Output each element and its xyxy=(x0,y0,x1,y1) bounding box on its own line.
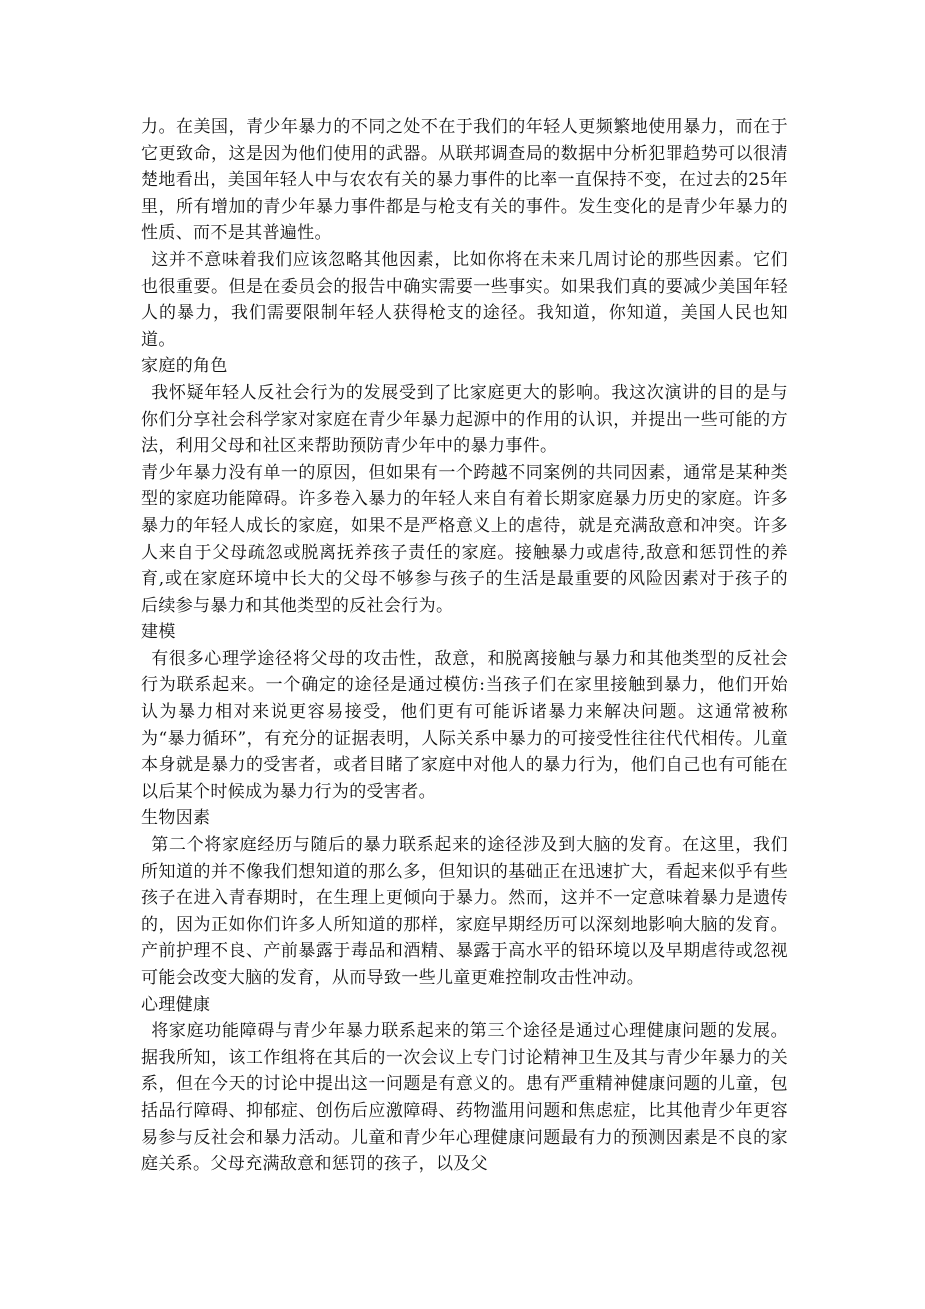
paragraph: 青少年暴力没有单一的原因，但如果有一个跨越不同案例的共同因素，通常是某种类型的家庭功能障碍。许多卷入暴力的年轻人来自有着长期家庭暴力历史的家庭。许多暴力的年轻人成长的家庭，如果不是严格意义上的虐待，就是充满敌意和冲突。许多人来自于父母疏忽或脱离抚养孩子责任的家庭。接触暴力或虐待,敌意和惩罚性的养育,或在家庭环境中长大的父母不够参与孩子的生活是最重要的风险因素对于孩子的后续参与暴力和其他类型的反社会行为。 xyxy=(141,462,788,616)
section-heading-family-role: 家庭的角色 xyxy=(141,356,228,377)
section-heading-mental-health: 心理健康 xyxy=(141,994,211,1015)
section-heading-biological-factors: 生物因素 xyxy=(141,808,211,829)
paragraph: 有很多心理学途径将父母的攻击性，敌意，和脱离接触与暴力和其他类型的反社会行为联系起来。一个确定的途径是通过模仿:当孩子们在家里接触到暴力，他们开始认为暴力相对来说更容易接受，他们更有可能诉诸暴力来解决问题。这通常被称为“暴力循环”，有充分的证据表明，人际关系中暴力的可接受性往往代代相传。儿童本身就是暴力的受害者，或者目睹了家庭中对他人的暴力行为，他们自己也有可能在以后某个时候成为暴力行为的受害者。 xyxy=(141,648,788,802)
paragraph: 第二个将家庭经历与随后的暴力联系起来的途径涉及到大脑的发育。在这里，我们所知道的并不像我们想知道的那么多，但知识的基础正在迅速扩大，看起来似乎有些孩子在进入青春期时，在生理上更倾向于暴力。然而，这并不一定意味着暴力是遗传的，因为正如你们许多人所知道的那样，家庭早期经历可以深刻地影响大脑的发育。产前护理不良、产前暴露于毒品和酒精、暴露于高水平的铅环境以及早期虐待或忽视可能会改变大脑的发育，从而导致一些儿童更难控制攻击性冲动。 xyxy=(141,835,788,988)
section-heading-modeling: 建模 xyxy=(141,622,176,643)
paragraph-continued: 力。在美国，青少年暴力的不同之处不在于我们的年轻人更频繁地使用暴力，而在于它更致命，这是因为他们使用的武器。从联邦调查局的数据中分析犯罪趋势可以很清楚地看出，美国年轻人中与农农有关的暴力事件的比率一直保持不变，在过去的25年里，所有增加的青少年暴力事件都是与枪支有关的事件。发生变化的是青少年暴力的性质、而不是其普遍性。 xyxy=(141,117,788,244)
paragraph-intro: 这并不意味着我们应该忽略其他因素，比如你将在未来几周讨论的那些因素。它们也很重要。但是在委员会的报告中确实需要一些事实。如果我们真的要减少美国年轻人的暴力，我们需要限制年轻人获得枪支的途径。我知道，你知道，美国人民也知道。 xyxy=(141,249,788,350)
paragraph: 将家庭功能障碍与青少年暴力联系起来的第三个途径是通过心理健康问题的发展。据我所知，该工作组将在其后的一次会议上专门讨论精神卫生及其与青少年暴力的关系，但在今天的讨论中提出这一问题是有意义的。患有严重精神健康问题的儿童，包括品行障碍、抑郁症、创伤后应激障碍、药物滥用问题和焦虑症，比其他青少年更容易参与反社会和暴力活动。儿童和青少年心理健康问题最有力的预测因素是不良的家庭关系。父母充满敌意和惩罚的孩子，以及父 xyxy=(141,1021,788,1175)
document-body xyxy=(141,114,788,1178)
paragraph: 我怀疑年轻人反社会行为的发展受到了比家庭更大的影响。我这次演讲的目的是与你们分享社会科学家对家庭在青少年暴力起源中的作用的认识，并提出一些可能的方法，利用父母和社区来帮助预防青少年中的暴力事件。 xyxy=(141,382,788,457)
